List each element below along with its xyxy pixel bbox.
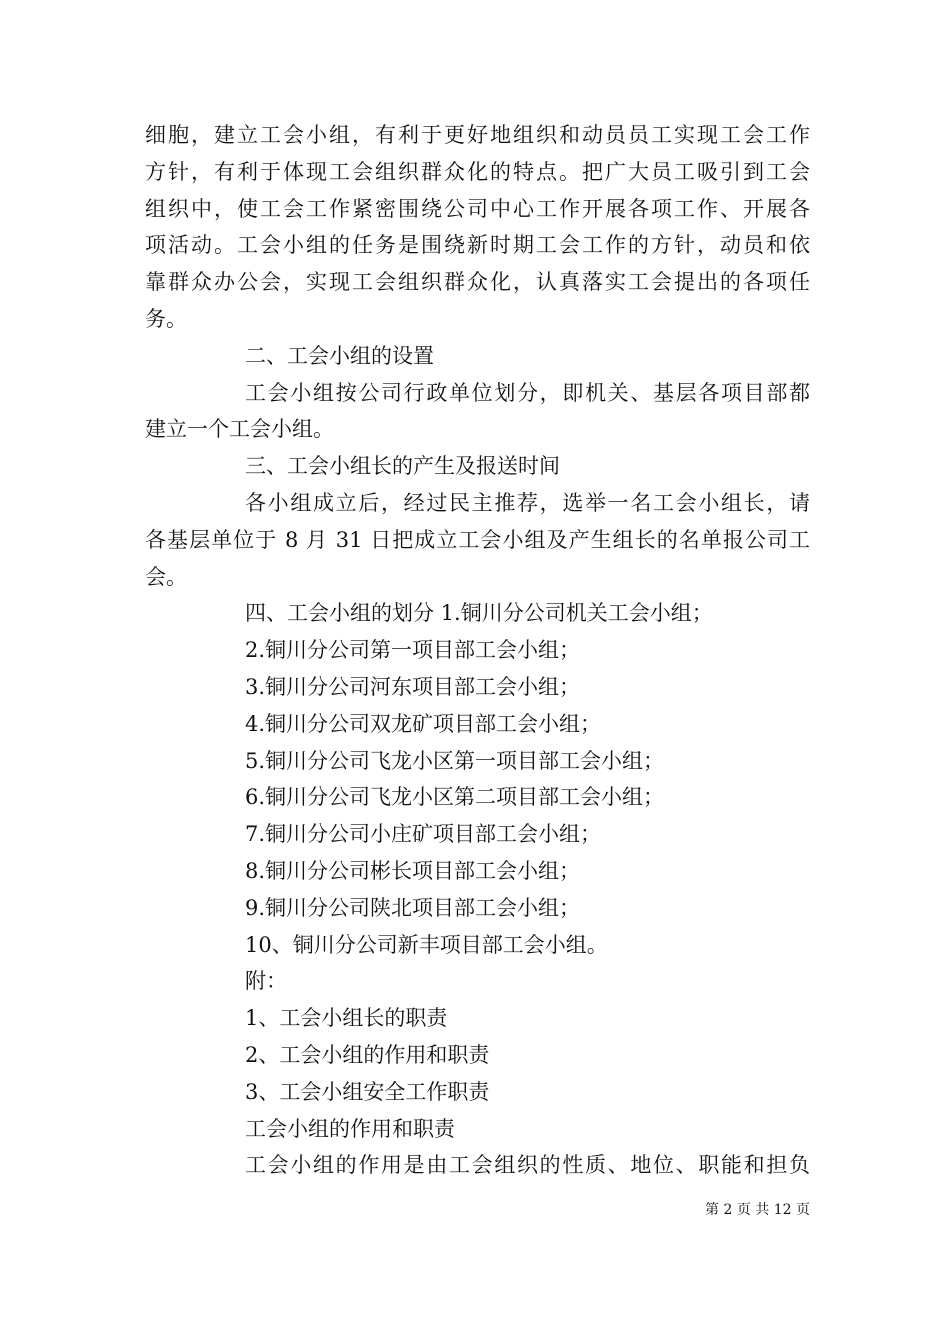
- text-line: 工会小组的作用是由工会组织的性质、地位、职能和担负: [245, 1153, 810, 1178]
- text-line: 细胞，建立工会小组，有利于更好地组织和动员员工实现工会工作: [145, 123, 810, 147]
- appendix-item: 1、工会小组长的职责: [245, 1006, 448, 1031]
- text-line: 项活动。工会小组的任务是围绕新时期工会工作的方针，动员和依: [145, 233, 810, 258]
- section-heading: 三、工会小组长的产生及报送时间: [245, 454, 560, 479]
- list-item: 2.铜川分公司第一项目部工会小组；: [245, 638, 581, 663]
- list-item: 10、铜川分公司新丰项目部工会小组。: [245, 932, 608, 957]
- appendix-item: 3、工会小组安全工作职责: [245, 1079, 490, 1104]
- text-line: 工会小组按公司行政单位划分，即机关、基层各项目部都: [245, 380, 810, 405]
- document-body: [145, 117, 810, 1184]
- text-line: 会。: [145, 564, 187, 589]
- section-heading: 四、工会小组的划分 1.铜川分公司机关工会小组；: [245, 601, 713, 626]
- text-line: 务。: [145, 306, 187, 331]
- appendix-item: 2、工会小组的作用和职责: [245, 1042, 490, 1067]
- text-line: 建立一个工会小组。: [145, 417, 334, 442]
- list-item: 8.铜川分公司彬长项目部工会小组；: [245, 858, 581, 883]
- list-item: 3.铜川分公司河东项目部工会小组；: [245, 674, 581, 699]
- list-item: 9.铜川分公司陕北项目部工会小组；: [245, 895, 581, 920]
- page-number-footer: 第 2 页 共 12 页: [705, 1202, 810, 1218]
- text-line: 组织中，使工会工作紧密围绕公司中心工作开展各项工作、开展各: [145, 196, 810, 221]
- section-heading: 二、工会小组的设置: [245, 343, 434, 368]
- list-item: 6.铜川分公司飞龙小区第二项目部工会小组；: [245, 785, 665, 810]
- list-item: 4.铜川分公司双龙矿项目部工会小组；: [245, 711, 602, 736]
- appendix-heading: 附：: [245, 969, 287, 994]
- section-heading: 工会小组的作用和职责: [245, 1116, 455, 1141]
- text-line: 各小组成立后，经过民主推荐，选举一名工会小组长，请: [245, 490, 810, 515]
- text-line: 各基层单位于 8 月 31 日把成立工会小组及产生组长的名单报公司工: [145, 527, 810, 552]
- text-line: 方针，有利于体现工会组织群众化的特点。把广大员工吸引到工会: [145, 159, 810, 184]
- list-item: 7.铜川分公司小庄矿项目部工会小组；: [245, 822, 602, 847]
- list-item: 5.铜川分公司飞龙小区第一项目部工会小组；: [245, 748, 665, 773]
- text-line: 靠群众办公会，实现工会组织群众化，认真落实工会提出的各项任: [145, 270, 810, 295]
